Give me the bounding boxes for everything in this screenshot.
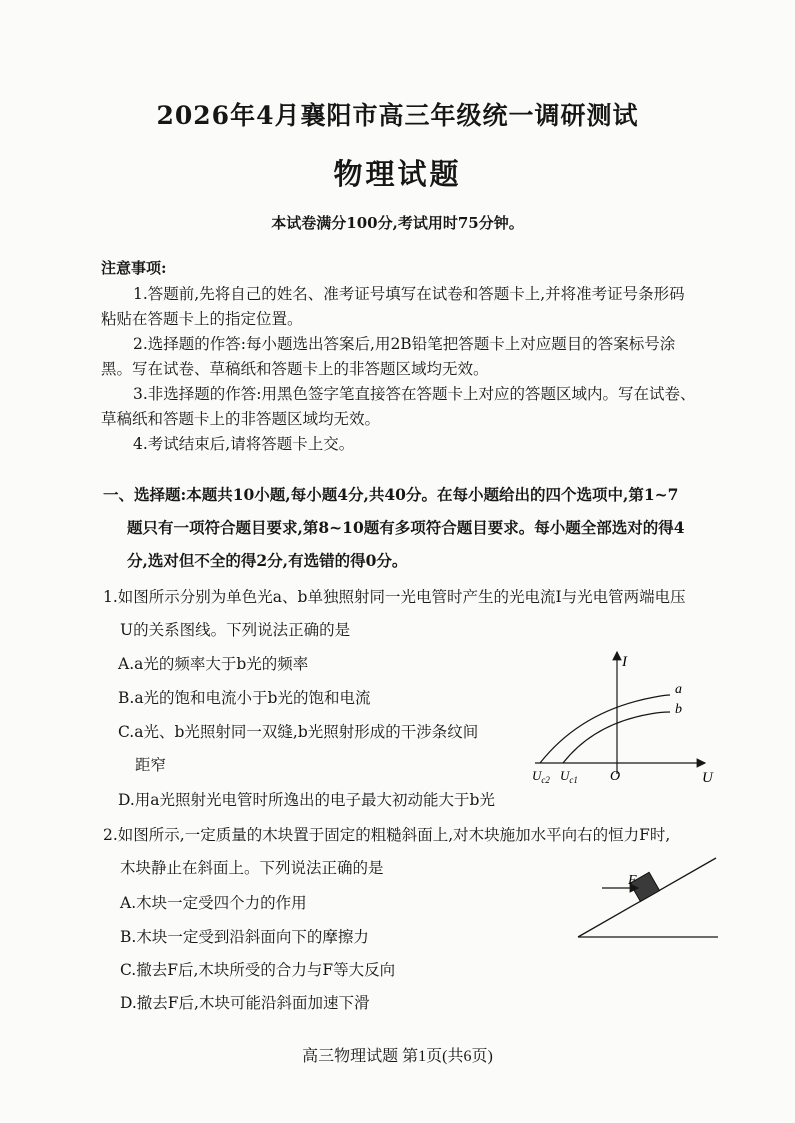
section-instruction: 一、选择题:本题共10小题,每小题4分,共40分。在每小题给出的四个选项中,第1~7 [103,485,679,504]
notice-heading: 注意事项: [101,259,167,277]
u-axis-label: U [702,770,713,786]
q1-stem: 1.如图所示分别为单色光a、b单独照射同一光电管时产生的光电流I与光电管两端电压 [103,588,686,606]
q1-option-c-cont: 距窄 [135,756,167,774]
q2-stem: 木块静止在斜面上。下列说法正确的是 [120,859,384,877]
i-axis-label: I [622,654,627,670]
notice-line: 粘贴在答题卡上的指定位置。 [101,310,303,328]
q2-option-a: A.木块一定受四个力的作用 [120,894,307,912]
notice-line: 草稿纸和答题卡上的非答题区域均无效。 [101,410,381,428]
origin-label: O [610,769,621,784]
exam-title: 2026年4月襄阳市高三年级统一调研测试 [156,101,639,130]
q2-option-c: C.撤去F后,木块所受的合力与F等大反向 [120,961,396,979]
q1-stem: U的关系图线。下列说法正确的是 [120,621,351,639]
q1-option-a: A.a光的频率大于b光的频率 [118,655,309,673]
curve-a-label: a [675,682,682,697]
notice-line: 1.答题前,先将自己的姓名、准考证号填写在试卷和答题卡上,并将准考证号条形码 [133,285,685,303]
curve-b-label: b [675,702,682,717]
q1-option-d: D.用a光照射光电管时所逸出的电子最大初动能大于b光 [118,791,495,809]
q2-stem: 2.如图所示,一定质量的木块置于固定的粗糙斜面上,对木块施加水平向右的恒力F时, [103,826,671,844]
score-info: 本试卷满分100分,考试用时75分钟。 [271,214,524,232]
section-instruction: 题只有一项符合题目要求,第8~10题有多项符合题目要求。每小题全部选对的得4 [127,518,685,537]
page-footer: 高三物理试题 第1页(共6页) [302,1048,493,1065]
q2-option-d: D.撤去F后,木块可能沿斜面加速下滑 [120,994,370,1012]
subject-title: 物理试题 [333,157,462,191]
q2-incline-figure [570,850,730,945]
q2-option-b: B.木块一定受到沿斜面向下的摩擦力 [120,928,369,946]
uc2-label: $U_{c2}$ [532,768,550,785]
notice-line: 2.选择题的作答:每小题选出答案后,用2B铅笔把答题卡上对应题目的答案标号涂 [133,335,676,353]
notice-line: 4.考试结束后,请将答题卡上交。 [133,435,355,453]
force-label: F [628,873,637,888]
uc1-label: $U_{c1}$ [560,768,578,785]
notice-line: 黑。写在试卷、草稿纸和答题卡上的非答题区域均无效。 [101,360,489,378]
q1-iu-graph [520,640,730,790]
notice-line: 3.非选择题的作答:用黑色签字笔直接答在答题卡上对应的答题区域内。写在试卷、 [133,385,696,403]
q1-option-b: B.a光的饱和电流小于b光的饱和电流 [118,689,371,707]
section-instruction: 分,选对但不全的得2分,有选错的得0分。 [127,551,408,570]
q1-option-c: C.a光、b光照射同一双缝,b光照射形成的干涉条纹间 [118,723,479,741]
